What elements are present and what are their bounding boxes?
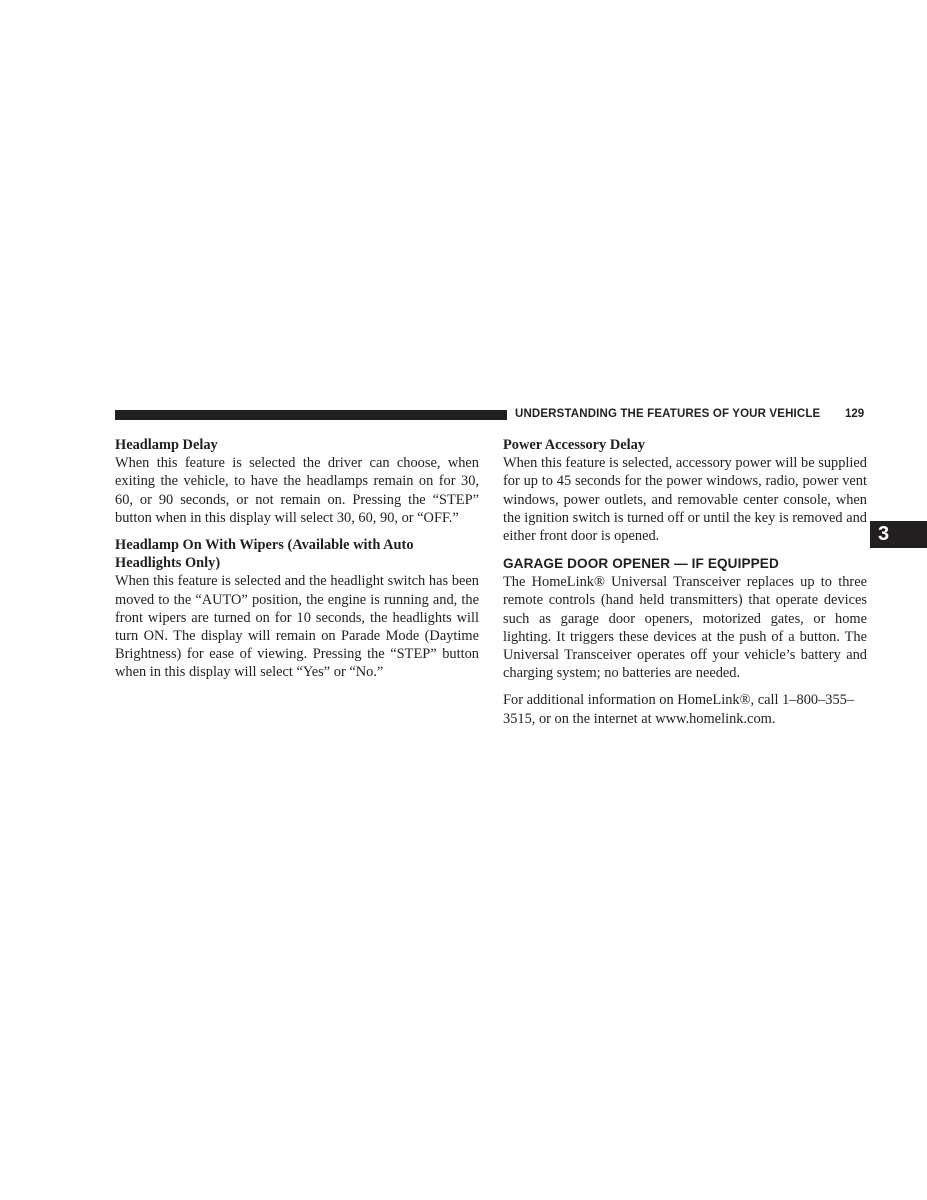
garage-door-opener-body: The HomeLink® Universal Transceiver replaces up to three remote controls (hand held transmitters) that operate devices such as garage door openers, motorized gates, or home lighting. It triggers these devices at the push of a button. The Universal Transceiver operates off your vehicle’s battery and charging system; no batteries are needed. [503,574,867,682]
left-column [115,436,479,682]
homelink-contact-info: For additional information on HomeLink®, call 1–800–355–3515, or on the internet at www.homelink.com. [503,692,855,727]
page-number: 129 [845,408,865,420]
chapter-tab: 3 [870,521,927,548]
headlamp-wipers-heading: Headlamp On With Wipers (Available with Auto Headlights Only) [115,537,414,572]
power-accessory-delay-heading: Power Accessory Delay [503,437,645,453]
spacer [503,545,867,555]
headlamp-wipers-body: When this feature is selected and the headlight switch has been moved to the “AUTO” position, the engine is running and, the front wipers are turned on for 10 seconds, the headlights will turn ON. The display will remain on Parade Mode (Daytime Brightness) for ease of viewing. Pressing the “STEP” button when in this display will select “Yes” or “No.” [115,573,479,681]
headlamp-delay-heading: Headlamp Delay [115,437,218,453]
spacer [503,682,867,691]
garage-door-opener-heading: GARAGE DOOR OPENER — IF EQUIPPED [503,556,779,572]
power-accessory-delay-body: When this feature is selected, accessory power will be supplied for up to 45 seconds for the power windows, radio, power vent windows, power outlets, and removable center console, when the ignition switch is turned off or until the key is removed and either front door is opened. [503,455,867,545]
headlamp-delay-body: When this feature is selected the driver can choose, when exiting the vehicle, to have the headlamps remain on for 30, 60, or 90 seconds, or not remain on. Pressing the “STEP” button when in this display will select 30, 60, 90, or “OFF.” [115,455,479,526]
spacer [115,527,479,536]
header-rule [115,410,507,420]
right-column [503,436,867,728]
running-header: UNDERSTANDING THE FEATURES OF YOUR VEHICLE [515,408,821,420]
